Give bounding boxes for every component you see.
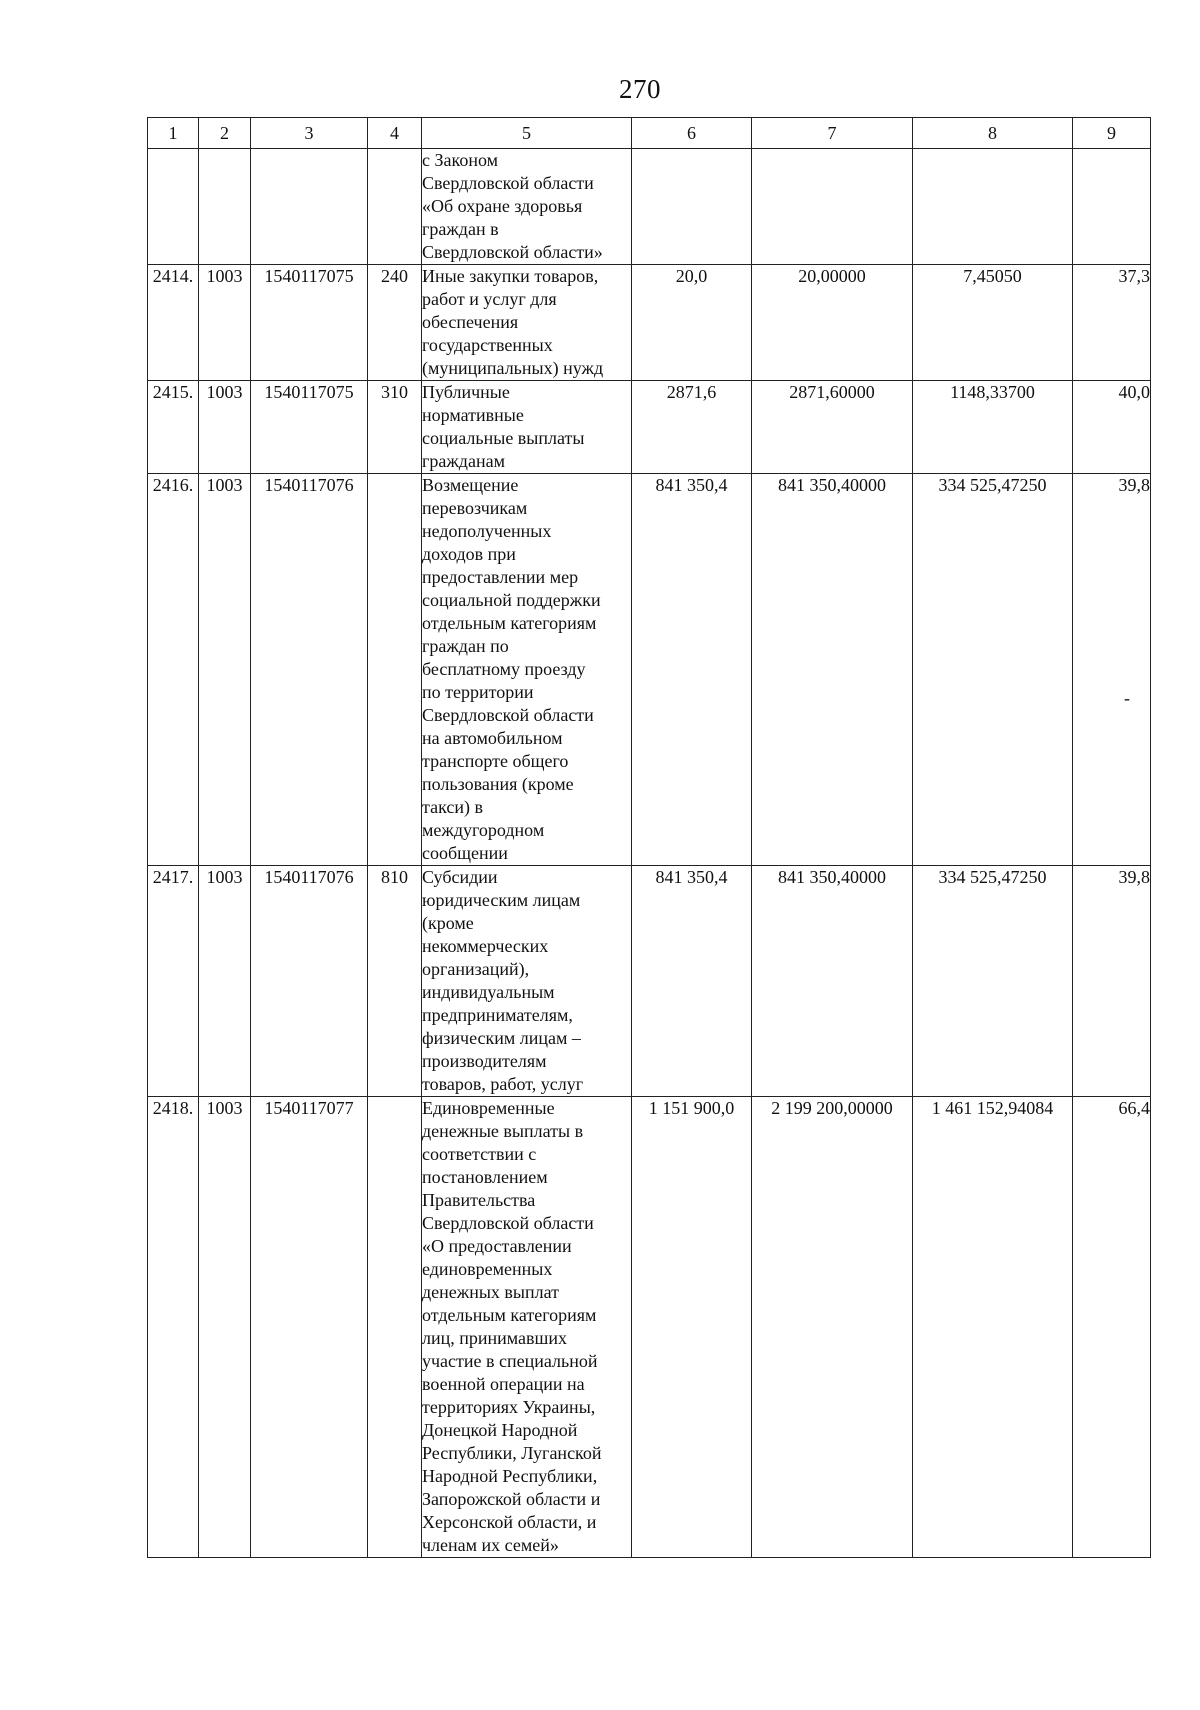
description-line: организаций), — [422, 959, 530, 979]
executed-amount-cell — [913, 149, 1073, 265]
expense-type-cell — [368, 1097, 422, 1558]
description-cell — [422, 1097, 632, 1558]
description-line: Иные закупки товаров, — [422, 266, 599, 286]
description-line: денежных выплат — [422, 1282, 560, 1302]
description-line: постановлением — [422, 1167, 548, 1187]
description-line: обеспечения — [422, 312, 519, 332]
approved-amount-cell: 2871,6 — [632, 381, 752, 474]
description-line: «О предоставлении — [422, 1236, 572, 1256]
target-article-cell: 1540117075 — [251, 265, 368, 381]
description-line: бесплатному проезду — [422, 659, 586, 679]
description-line: соответствии с — [422, 1144, 537, 1164]
budget-list-amount-cell: 841 350,40000 — [752, 866, 913, 1097]
percent-cell: 40,0 — [1073, 381, 1151, 474]
description-line: Правительства — [422, 1190, 536, 1210]
percent-cell: 39,8 — [1073, 866, 1151, 1097]
column-header: 6 — [632, 118, 752, 149]
expense-type-cell — [368, 474, 422, 866]
expense-type-cell — [368, 149, 422, 265]
section-code-cell — [199, 149, 251, 265]
description-line: по территории — [422, 682, 534, 702]
row-number-cell: 2414. — [148, 265, 199, 381]
expense-type-cell: 240 — [368, 265, 422, 381]
executed-amount-cell: 334 525,47250 — [913, 866, 1073, 1097]
percent-cell: 37,3 — [1073, 265, 1151, 381]
section-code-cell: 1003 — [199, 474, 251, 866]
section-code-cell: 1003 — [199, 866, 251, 1097]
budget-list-amount-cell: 20,00000 — [752, 265, 913, 381]
description-line: Единовременные — [422, 1098, 555, 1118]
description-line: территориях Украины, — [422, 1397, 596, 1417]
approved-amount-cell — [632, 149, 752, 265]
description-line: товаров, работ, услуг — [422, 1074, 584, 1094]
description-line: (муниципальных) нужд — [422, 358, 604, 378]
executed-amount-cell: 1148,33700 — [913, 381, 1073, 474]
description-cell — [422, 381, 632, 474]
column-header: 9 — [1073, 118, 1151, 149]
column-header: 4 — [368, 118, 422, 149]
description-line: производителям — [422, 1051, 547, 1071]
page-number: 270 — [619, 74, 661, 104]
column-header: 3 — [251, 118, 368, 149]
budget-list-amount-cell — [752, 149, 913, 265]
description-cell — [422, 265, 632, 381]
description-line: членам их семей» — [422, 1535, 559, 1555]
description-line: участие в специальной — [422, 1351, 598, 1371]
percent-cell — [1073, 474, 1151, 866]
description-line: предпринимателям, — [422, 1005, 573, 1025]
executed-amount-cell: 334 525,47250 — [913, 474, 1073, 866]
description-line: Свердловской области — [422, 173, 594, 193]
description-line: отдельным категориям — [422, 613, 597, 633]
row-number-cell: 2416. — [148, 474, 199, 866]
description-line: доходов при — [422, 544, 516, 564]
description-line: Донецкой Народной — [422, 1420, 578, 1440]
description-line: перевозчикам — [422, 498, 528, 518]
description-line: лиц, принимавших — [422, 1328, 568, 1348]
description-line: на автомобильном — [422, 728, 563, 748]
description-line: «Об охране здоровья — [422, 196, 583, 216]
row-number-cell: 2415. — [148, 381, 199, 474]
description-cell — [422, 866, 632, 1097]
description-line: граждан в — [422, 219, 499, 239]
table-row — [148, 149, 1151, 265]
description-line: Херсонской области, и — [422, 1512, 597, 1532]
description-line: с Законом — [422, 150, 499, 170]
table-row — [148, 866, 1151, 1097]
section-code-cell: 1003 — [199, 1097, 251, 1558]
budget-table — [147, 117, 1151, 1558]
target-article-cell: 1540117076 — [251, 866, 368, 1097]
column-header: 5 — [422, 118, 632, 149]
description-line: транспорте общего — [422, 751, 569, 771]
description-line: Запорожской области и — [422, 1489, 601, 1509]
description-cell — [422, 474, 632, 866]
description-line: отдельным категориям — [422, 1305, 597, 1325]
table-header-row — [148, 118, 1151, 149]
description-line: нормативные — [422, 405, 524, 425]
description-line: сообщении — [422, 843, 508, 863]
section-code-cell: 1003 — [199, 265, 251, 381]
budget-list-amount-cell: 841 350,40000 — [752, 474, 913, 866]
description-line: индивидуальным — [422, 982, 555, 1002]
description-line: такси) в — [422, 797, 483, 817]
description-line: единовременных — [422, 1259, 553, 1279]
row-number-cell: 2418. — [148, 1097, 199, 1558]
table-row — [148, 265, 1151, 381]
description-line: физическим лицам – — [422, 1028, 581, 1048]
row-number-cell: 2417. — [148, 866, 199, 1097]
column-header: 2 — [199, 118, 251, 149]
description-line: предоставлении мер — [422, 567, 579, 587]
description-cell — [422, 149, 632, 265]
description-line: некоммерческих — [422, 936, 549, 956]
description-line: работ и услуг для — [422, 289, 557, 309]
description-line: социальной поддержки — [422, 590, 601, 610]
budget-list-amount-cell: 2 199 200,00000 — [752, 1097, 913, 1558]
percent-value: 39,8 — [1118, 475, 1150, 495]
description-line: гражданам — [422, 451, 505, 471]
approved-amount-cell: 841 350,4 — [632, 866, 752, 1097]
description-line: Народной Республики, — [422, 1466, 598, 1486]
description-line: междугородном — [422, 820, 545, 840]
table-row — [148, 474, 1151, 866]
description-line: Публичные — [422, 382, 510, 402]
description-line: Республики, Луганской — [422, 1443, 602, 1463]
expense-type-cell: 310 — [368, 381, 422, 474]
description-line: Возмещение — [422, 475, 519, 495]
percent-cell: 66,4 — [1073, 1097, 1151, 1558]
description-line: юридическим лицам — [422, 890, 581, 910]
row-number-cell — [148, 149, 199, 265]
description-line: Субсидии — [422, 867, 498, 887]
section-code-cell: 1003 — [199, 381, 251, 474]
description-line: денежные выплаты в — [422, 1121, 584, 1141]
column-header: 7 — [752, 118, 913, 149]
target-article-cell: 1540117077 — [251, 1097, 368, 1558]
table-row — [148, 1097, 1151, 1558]
description-line: военной операции на — [422, 1374, 585, 1394]
executed-amount-cell: 7,45050 — [913, 265, 1073, 381]
approved-amount-cell: 841 350,4 — [632, 474, 752, 866]
approved-amount-cell: 1 151 900,0 — [632, 1097, 752, 1558]
description-line: пользования (кроме — [422, 774, 574, 794]
target-article-cell: 1540117075 — [251, 381, 368, 474]
table-row — [148, 381, 1151, 474]
target-article-cell: 1540117076 — [251, 474, 368, 866]
expense-type-cell: 810 — [368, 866, 422, 1097]
description-line: Свердловской области — [422, 705, 594, 725]
approved-amount-cell: 20,0 — [632, 265, 752, 381]
description-line: Свердловской области — [422, 1213, 594, 1233]
description-line: социальные выплаты — [422, 428, 585, 448]
target-article-cell — [251, 149, 368, 265]
budget-list-amount-cell: 2871,60000 — [752, 381, 913, 474]
percent-cell — [1073, 149, 1151, 265]
description-line: недополученных — [422, 521, 552, 541]
executed-amount-cell: 1 461 152,94084 — [913, 1097, 1073, 1558]
description-line: (кроме — [422, 913, 474, 933]
column-header: 8 — [913, 118, 1073, 149]
description-line: граждан по — [422, 636, 509, 656]
stray-dash-mark: - — [1124, 688, 1130, 708]
column-header: 1 — [148, 118, 199, 149]
description-line: государственных — [422, 335, 553, 355]
description-line: Свердловской области» — [422, 242, 603, 262]
